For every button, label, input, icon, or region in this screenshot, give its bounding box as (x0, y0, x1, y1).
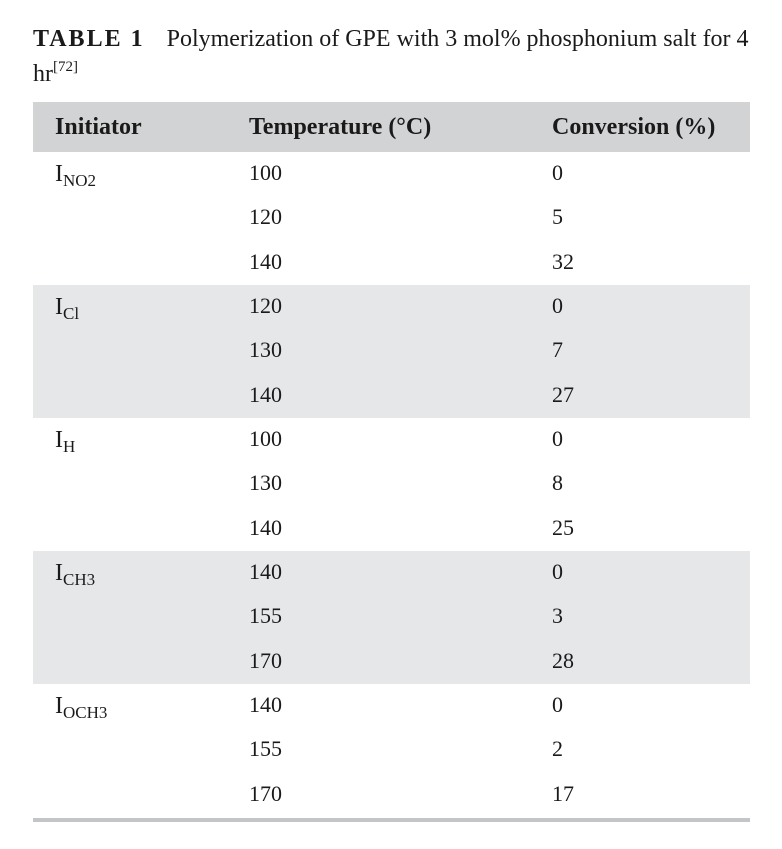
table-row (33, 781, 750, 825)
table-row (33, 692, 750, 736)
table-row (33, 559, 750, 603)
initiator-symbol: I (55, 294, 63, 320)
initiator-subscript: CH3 (63, 570, 96, 589)
temperature-cell: 170 (249, 648, 282, 673)
temperature-cell: 120 (249, 293, 282, 318)
table-row (33, 293, 750, 337)
temperature-cell: 155 (249, 603, 282, 628)
temperature-cell: 120 (249, 204, 282, 229)
header-conversion: Conversion (%) (552, 114, 716, 140)
initiator-symbol: I (55, 161, 63, 187)
initiator-group (33, 684, 750, 817)
temperature-cell: 140 (249, 515, 282, 540)
initiator-group (33, 285, 750, 418)
temperature-cell: 140 (249, 382, 282, 407)
initiator-subscript: NO2 (63, 171, 97, 190)
header-initiator: Initiator (55, 114, 142, 140)
table-row (33, 470, 750, 514)
table-label: TABLE 1 (33, 26, 145, 52)
reference-citation: [72] (53, 59, 78, 75)
conversion-cell: 17 (552, 781, 574, 806)
initiator-subscript: OCH3 (63, 703, 108, 722)
conversion-cell: 0 (552, 293, 563, 318)
conversion-cell: 0 (552, 559, 563, 584)
conversion-cell: 0 (552, 160, 563, 185)
conversion-cell: 32 (552, 249, 574, 274)
table-row (33, 160, 750, 204)
initiator-symbol: I (55, 560, 63, 586)
temperature-cell: 140 (249, 249, 282, 274)
initiator-group (33, 418, 750, 551)
temperature-cell: 100 (249, 160, 282, 185)
conversion-cell: 3 (552, 603, 563, 628)
table-row (33, 337, 750, 381)
initiator-group (33, 152, 750, 285)
temperature-cell: 130 (249, 337, 282, 362)
initiator-group (33, 551, 750, 684)
data-table (33, 102, 750, 822)
conversion-cell: 7 (552, 337, 563, 362)
table-body (33, 152, 750, 817)
conversion-cell: 2 (552, 736, 563, 761)
temperature-cell: 140 (249, 692, 282, 717)
table-row (33, 736, 750, 780)
initiator-symbol: I (55, 427, 63, 453)
initiator-subscript: Cl (63, 304, 80, 323)
conversion-cell: 28 (552, 648, 574, 673)
table-row (33, 204, 750, 248)
initiator-symbol: I (55, 693, 63, 719)
temperature-cell: 100 (249, 426, 282, 451)
table-header (33, 102, 750, 152)
table-row (33, 426, 750, 470)
conversion-cell: 0 (552, 426, 563, 451)
conversion-cell: 5 (552, 204, 563, 229)
temperature-cell: 155 (249, 736, 282, 761)
temperature-cell: 130 (249, 470, 282, 495)
table-caption (33, 22, 753, 92)
temperature-cell: 140 (249, 559, 282, 584)
table-row (33, 603, 750, 647)
temperature-cell: 170 (249, 781, 282, 806)
conversion-cell: 27 (552, 382, 574, 407)
initiator-subscript: H (63, 437, 76, 456)
conversion-cell: 8 (552, 470, 563, 495)
conversion-cell: 0 (552, 692, 563, 717)
header-temperature: Temperature (°C) (249, 114, 432, 140)
caption-text: Polymerization of GPE with 3 mol% phosphonium salt for 4 hr (33, 26, 749, 87)
conversion-cell: 25 (552, 515, 574, 540)
